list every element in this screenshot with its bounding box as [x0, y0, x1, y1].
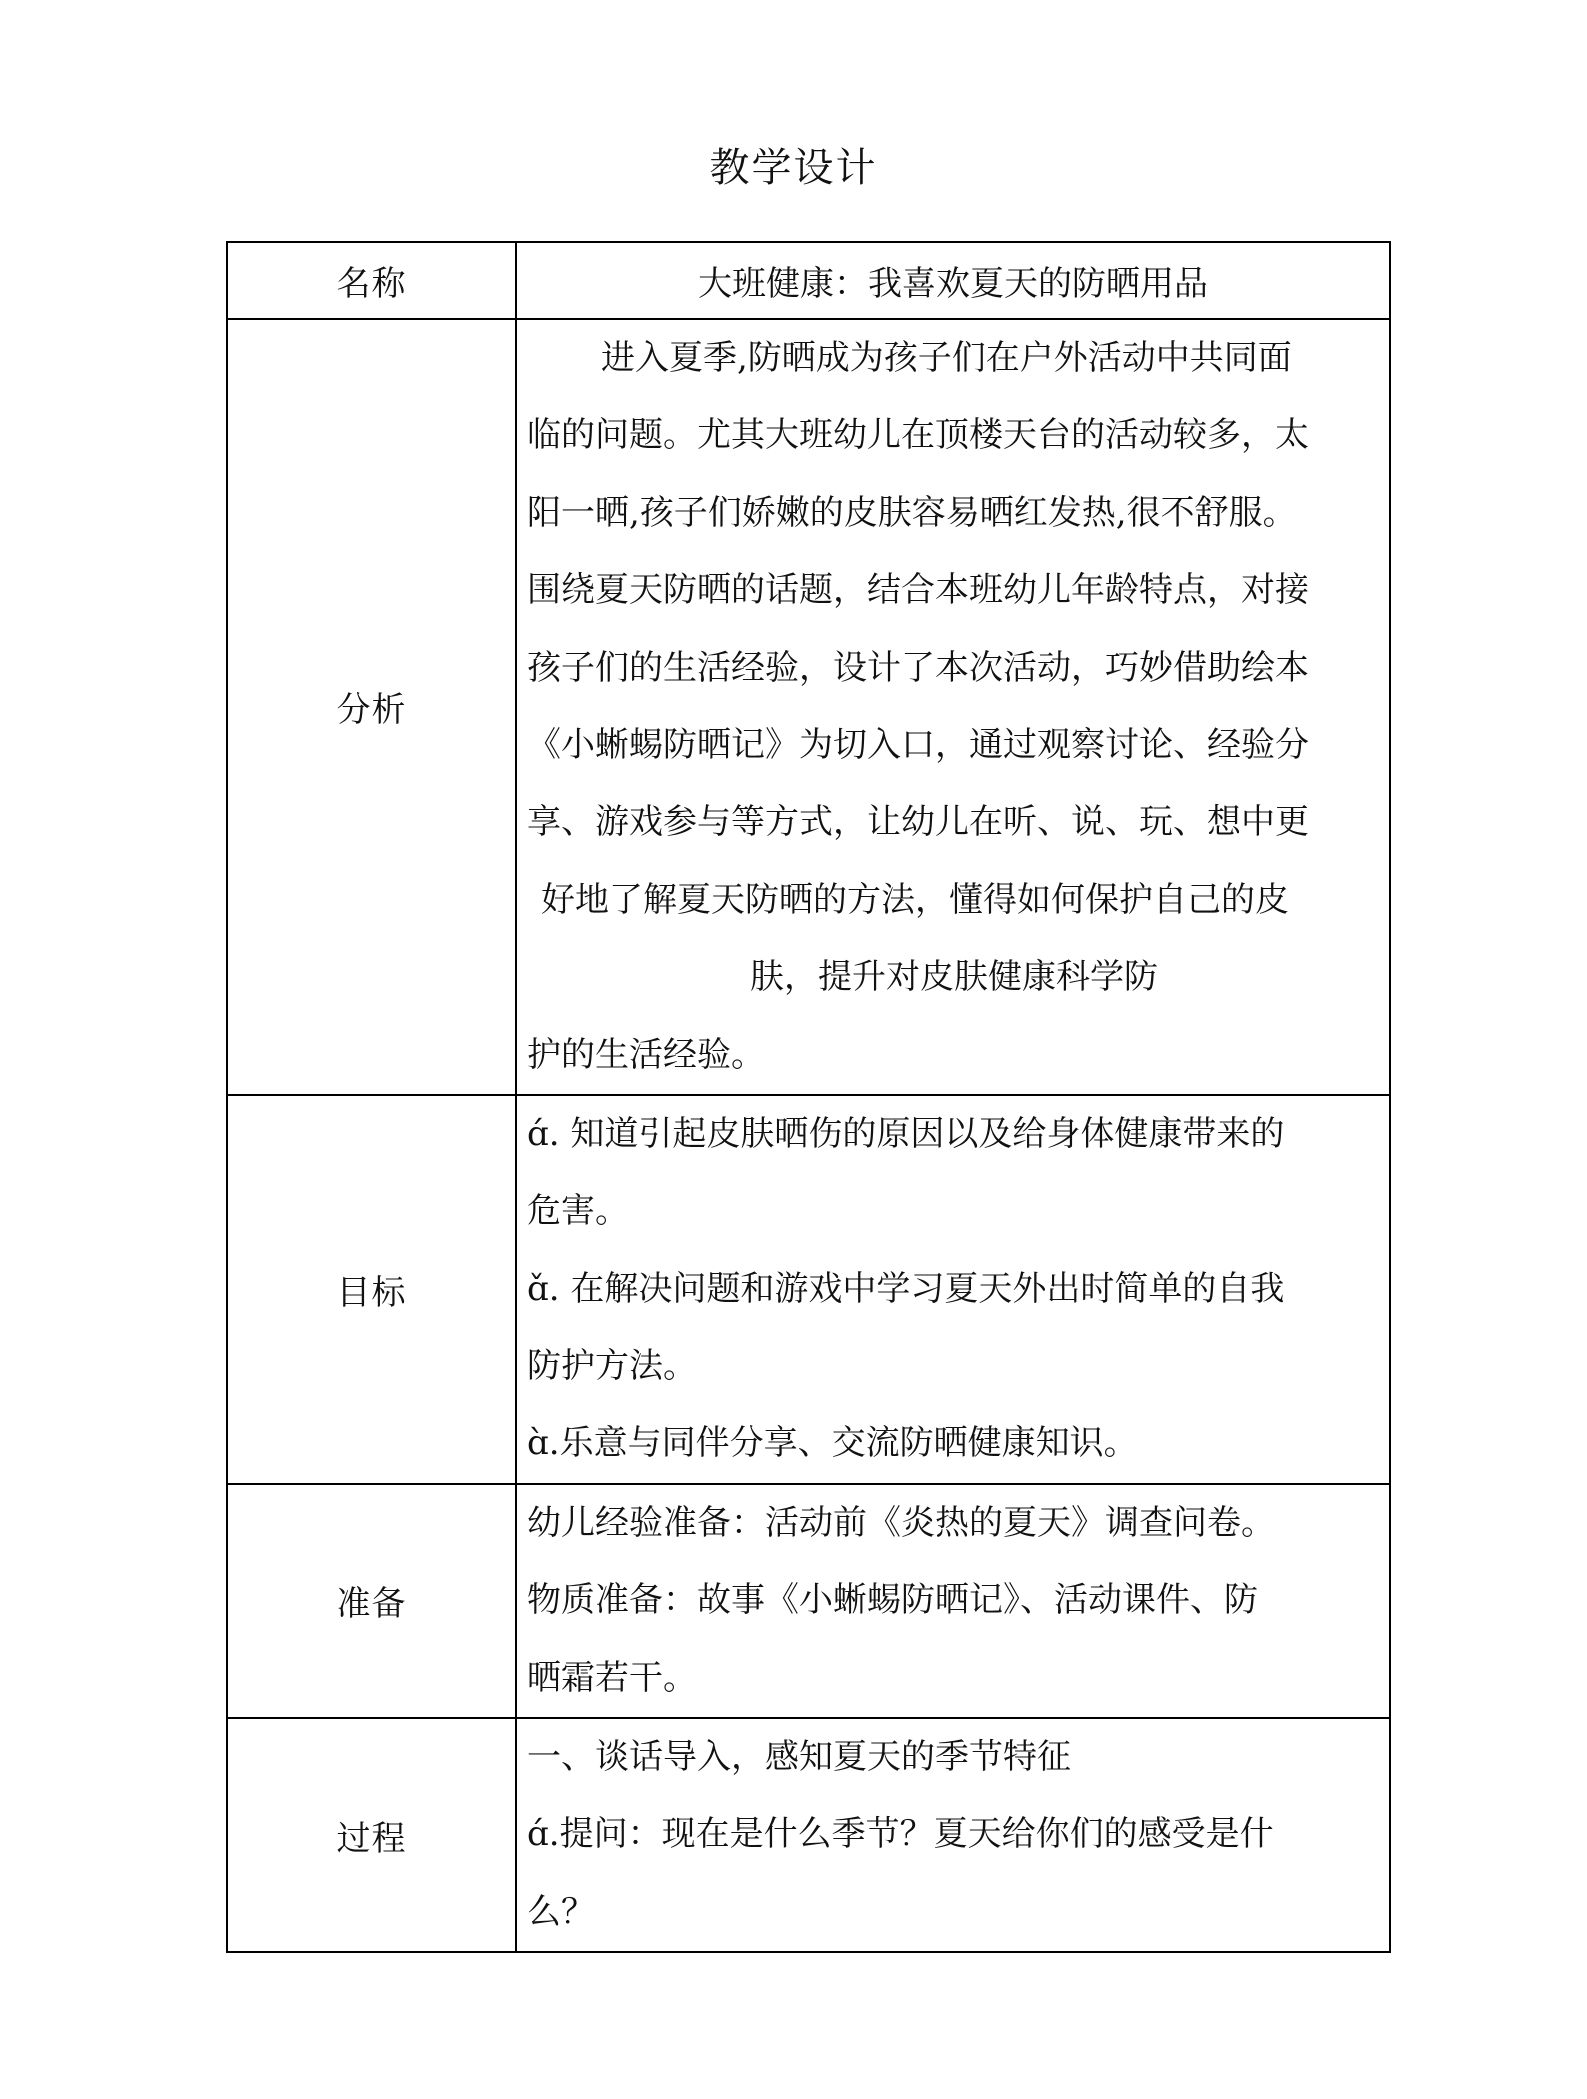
analysis-line: 孩子们的生活经验，设计了本次活动，巧妙借助绘本 — [527, 647, 1309, 688]
goal-line: ɑ̌. 在解决问题和游戏中学习夏天外出时简单的自我 — [527, 1268, 1285, 1309]
lesson-plan-table — [226, 241, 1391, 1953]
analysis-line: 好地了解夏天防晒的方法，懂得如何保护自己的皮 — [541, 879, 1289, 920]
goal-line: 防护方法。 — [527, 1346, 697, 1387]
goal-line: ɑ́. 知道引起皮肤晒伤的原因以及给身体健康带来的 — [527, 1113, 1285, 1154]
row-label-goals: 目标 — [227, 1095, 516, 1484]
analysis-line: 临的问题。尤其大班幼儿在顶楼天台的活动较多，太 — [527, 415, 1309, 456]
preparation-line: 晒霜若干。 — [527, 1657, 697, 1698]
goals-content — [516, 1095, 1390, 1484]
process-line: ɑ́.提问：现在是什么季节？夏天给你们的感受是什 — [527, 1814, 1274, 1855]
analysis-line: 护的生活经验。 — [527, 1034, 765, 1075]
row-label-preparation: 准备 — [227, 1484, 516, 1718]
analysis-line: 阳一晒,孩子们娇嫩的皮肤容易晒红发热,很不舒服。 — [527, 492, 1297, 533]
goal-line: 危害。 — [527, 1191, 629, 1232]
preparation-line: 物质准备：故事《小蜥蜴防晒记》、活动课件、防 — [527, 1580, 1258, 1621]
process-line: 么？ — [527, 1891, 595, 1932]
row-label-name: 名称 — [227, 242, 516, 319]
analysis-line: 《小蜥蜴防晒记》为切入口，通过观察讨论、经验分 — [527, 724, 1309, 765]
row-label-process: 过程 — [227, 1718, 516, 1952]
table-row-name — [227, 242, 1390, 319]
analysis-line: 享、游戏参与等方式，让幼儿在听、说、玩、想中更 — [527, 802, 1309, 843]
table-row-process — [227, 1718, 1390, 1952]
preparation-content — [516, 1484, 1390, 1718]
analysis-line: 肤，提升对皮肤健康科学防 — [750, 957, 1158, 998]
preparation-line: 幼儿经验准备：活动前《炎热的夏天》调查问卷。 — [527, 1502, 1275, 1543]
row-label-analysis: 分析 — [227, 319, 516, 1095]
lesson-name-value: 大班健康：我喜欢夏天的防晒用品 — [516, 242, 1390, 319]
analysis-line: 进入夏季,防晒成为孩子们在户外活动中共同面 — [601, 338, 1292, 378]
document-title: 教学设计 — [709, 145, 878, 191]
table-row-preparation — [227, 1484, 1390, 1718]
analysis-line: 围绕夏天防晒的话题，结合本班幼儿年龄特点，对接 — [527, 570, 1309, 611]
process-line: 一、谈话导入，感知夏天的季节特征 — [527, 1737, 1071, 1778]
table-row-goals — [227, 1095, 1390, 1484]
goal-line: ɑ̀.乐意与同伴分享、交流防晒健康知识。 — [527, 1423, 1138, 1464]
table-row-analysis — [227, 319, 1390, 1095]
analysis-content — [516, 319, 1390, 1095]
process-content — [516, 1718, 1390, 1952]
